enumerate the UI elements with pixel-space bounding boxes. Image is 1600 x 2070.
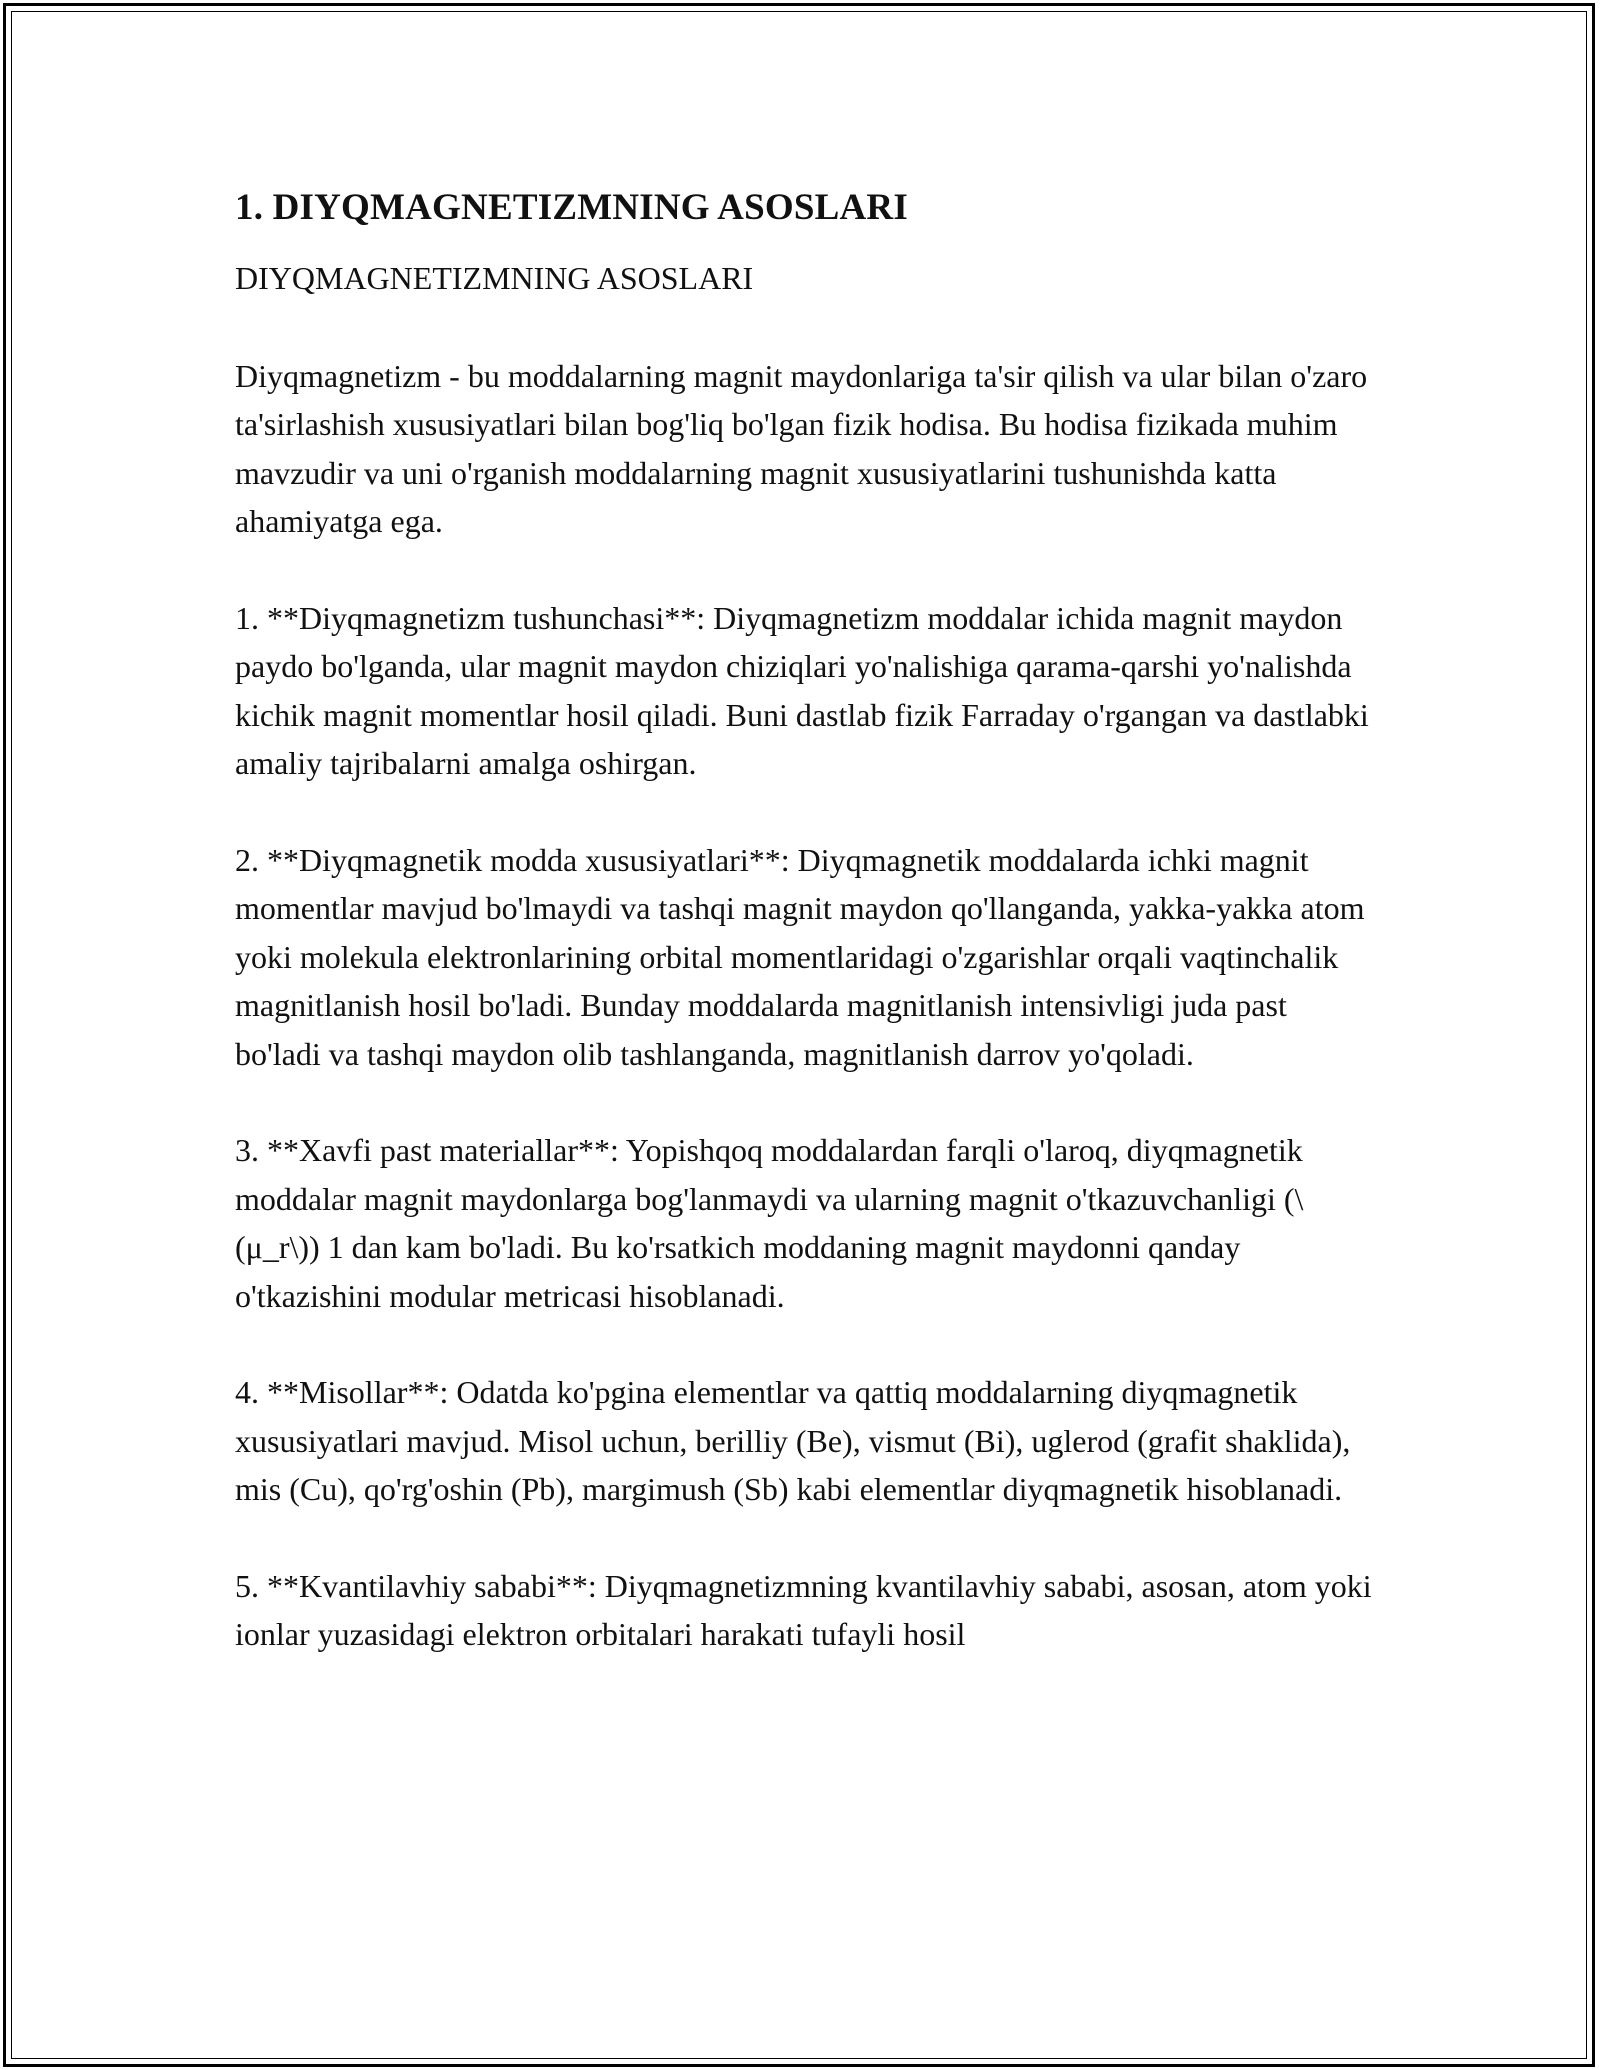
paragraph-properties: 2. **Diyqmagnetik modda xususiyatlari**: Diyqmagnetik moddalarda ichki magnit momentlar mavjud bo'lmaydi va tashqi magnit maydon qo'llanganda, yakka-yakka atom yoki molekula elektronlarining orbital momentlaridagi o'zgarishlar orqali vaqtinchalik magnitlanish hosil bo'ladi. Bunday moddalarda magnitlanish intensivligi juda past bo'ladi va tashqi maydon olib tashlanganda, magnitlanish darrov yo'qoladi. xyxy=(235,841,1365,1072)
intro-paragraph: Diyqmagnetizm - bu moddalarning magnit maydonlariga ta'sir qilish va ular bilan o'zaro ta'sirlashish xususiyatlari bilan bog'liq bo'lgan fizik hodisa. Bu hodisa fizikada muhim mavzudir va uni o'rganish moddalarning magnit xususiyatlarini tushunishda katta ahamiyatga ega. xyxy=(235,357,1368,540)
document-subtitle: DIYQMAGNETIZMNING ASOSLARI xyxy=(235,260,754,297)
document-title: 1. DIYQMAGNETIZMNING ASOSLARI xyxy=(235,187,908,228)
paragraph-concept: 1. **Diyqmagnetizm tushunchasi**: Diyqmagnetizm moddalar ichida magnit maydon paydo bo'lganda, ular magnit maydon chiziqlari yo'nalishiga qarama-qarshi yo'nalishda kichik magnit momentlar hosil qiladi. Buni dastlab fizik Farraday o'rgangan va dastlabki amaliy tajribalarni amalga oshirgan. xyxy=(235,599,1369,782)
document-body xyxy=(235,186,1375,1707)
paragraph-materials: 3. **Xavfi past materiallar**: Yopishqoq moddalardan farqli o'laroq, diyqmagnetik moddalar magnit maydonlarga bog'lanmaydi va ularning magnit o'tkazuvchanligi (\(μ_r\)) 1 dan kam bo'ladi. Bu ko'rsatkich moddaning magnit maydonni qanday o'tkazishini modular metricasi hisoblanadi. xyxy=(235,1132,1304,1314)
paragraph-examples: 4. **Misollar**: Odatda ko'pgina elementlar va qattiq moddalarning diyqmagnetik xususiyatlari mavjud. Misol uchun, berilliy (Be), vismut (Bi), uglerod (grafit shaklida), mis (Cu), qo'rg'oshin (Pb), margimush (Sb) kabi elementlar diyqmagnetik hisoblanadi. xyxy=(235,1374,1351,1508)
paragraph-quantum-cause: 5. **Kvantilavhiy sababi**: Diyqmagnetizmning kvantilavhiy sababi, asosan, atom yoki ionlar yuzasidagi elektron orbitalari harakati tufayli hosil xyxy=(235,1567,1372,1653)
